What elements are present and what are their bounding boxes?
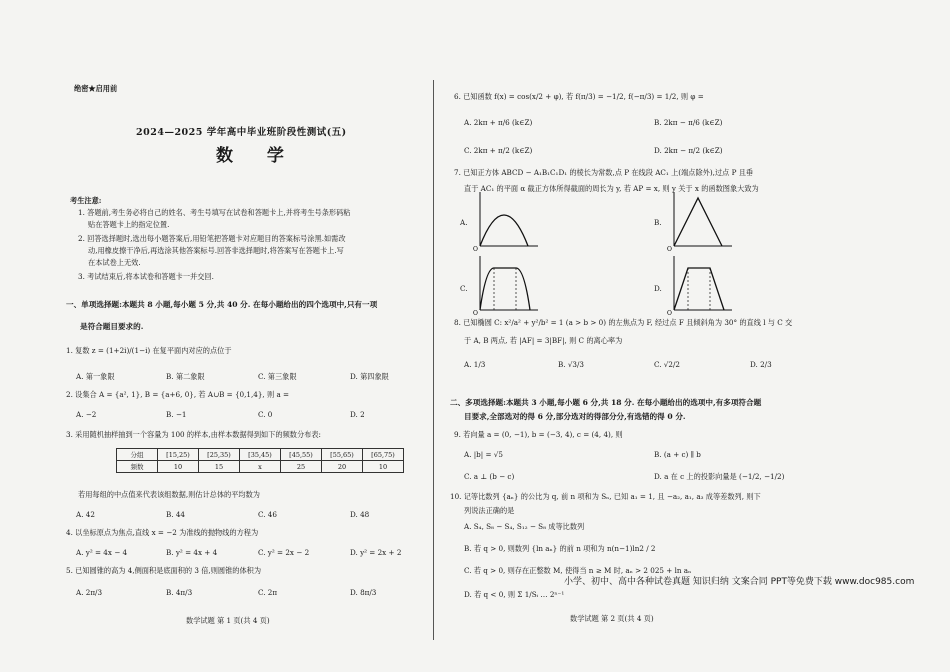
q4-option-b: B. y² = 4x + 4	[166, 548, 218, 557]
q1-option-d: D. 第四象限	[350, 372, 389, 381]
table-cell: 频数	[117, 461, 158, 473]
q6-option-a: A. 2kπ + π/6 (k∈Z)	[464, 118, 533, 127]
page-2	[450, 0, 915, 672]
notes-heading: 考生注意:	[70, 196, 102, 205]
q4-stem: 4. 以坐标原点为焦点,直线 x = −2 为准线的抛物线的方程为	[66, 528, 259, 537]
q10-stem-2: 列说法正确的是	[464, 506, 515, 515]
q7-stem: 7. 已知正方体 ABCD − A₁B₁C₁D₁ 的棱长为常数,点 P 在线段 AC₁ 上(端点除外),过点 P 且垂	[454, 168, 754, 177]
q2-option-b: B. −1	[166, 410, 187, 419]
section2-heading-2: 目要求,全部选对的得 6 分,部分选对的得部分分,有选错的得 0 分.	[464, 412, 686, 421]
q2-option-c: C. 0	[258, 410, 273, 419]
page-footer: 数学试题 第 2 页(共 4 页)	[570, 614, 654, 623]
q3-option-c: C. 46	[258, 510, 277, 519]
q6-option-d: D. 2kπ − π/2 (k∈Z)	[654, 146, 723, 155]
graph-a	[472, 190, 542, 252]
q9-option-b: B. (a + c) ∥ b	[654, 450, 701, 459]
section1-heading: 一、单项选择题:本题共 8 小题,每小题 5 分,共 40 分. 在每小题给出的四个选项中,只有一项	[66, 300, 378, 309]
table-cell: x	[240, 461, 281, 473]
graph-b-origin: O	[667, 246, 672, 252]
notes-line: 1. 答题前,考生务必将自己的姓名、考生号填写在试卷和答题卡上,并将考生号条形码粘	[78, 208, 351, 217]
graph-c-svg	[472, 254, 542, 316]
table-cell: 10	[158, 461, 199, 473]
q5-option-a: A. 2π/3	[76, 588, 103, 597]
q1-option-a: A. 第一象限	[76, 372, 115, 381]
q4-option-a: A. y² = 4x − 4	[76, 548, 128, 557]
q9-option-a: A. |b| = √5	[464, 450, 503, 459]
q7-stem-2: 直于 AC₁ 的平面 α 截正方体所得截面的周长为 y, 若 AP = x, 则 y 关于 x 的函数图象大致为	[464, 184, 759, 193]
table-cell: [45,55)	[281, 449, 322, 461]
q8-option-d: D. 2/3	[750, 360, 772, 369]
q2-option-a: A. −2	[76, 410, 97, 419]
notes-line: 动,用橡皮擦干净后,再选涂其他答案标号.回答非选择题时,将答案写在答题卡上.写	[88, 246, 344, 255]
q7-option-c: C.	[460, 284, 468, 293]
graph-b	[666, 190, 736, 252]
q8-option-c: C. √2/2	[654, 360, 680, 369]
watermark-text: 小学、初中、高中各种试卷真题 知识归纳 文案合同 PPT等免费下载 www.doc985.com	[564, 577, 915, 587]
table-cell: [15,25)	[158, 449, 199, 461]
graph-a-origin: O	[473, 246, 478, 252]
section1-heading-2: 是符合题目要求的.	[80, 322, 144, 331]
q10-option-d: D. 若 q < 0, 则 Σ 1/Sᵢ … 2ⁿ⁻¹	[464, 590, 565, 599]
graph-b-svg	[666, 190, 736, 252]
frequency-table	[116, 448, 404, 473]
q3-option-d: D. 48	[350, 510, 370, 519]
q3-stem: 3. 采用随机抽样抽到一个容量为 100 的样本,由样本数据得到如下的频数分布表:	[66, 430, 321, 439]
q6-option-b: B. 2kπ − π/6 (k∈Z)	[654, 118, 723, 127]
q4-option-c: C. y² = 2x − 2	[258, 548, 310, 557]
q5-option-c: C. 2π	[258, 588, 278, 597]
table-cell: 25	[281, 461, 322, 473]
table-header-row	[117, 449, 404, 461]
secret-label: 绝密★启用前	[74, 84, 118, 93]
q5-option-b: B. 4π/3	[166, 588, 193, 597]
q8-stem-2: 于 A, B 两点, 若 |AF| = 3|BF|, 则 C 的离心率为	[464, 336, 623, 345]
table-cell: 15	[199, 461, 240, 473]
q6-stem: 6. 已知函数 f(x) = cos(x/2 + φ), 若 f(π/3) = −1/2, f(−π/3) = 1/2, 则 φ =	[454, 92, 704, 101]
table-cell: 10	[363, 461, 404, 473]
q9-option-d: D. a 在 c 上的投影向量是 (−1/2, −1/2)	[654, 472, 785, 481]
table-cell: [35,45)	[240, 449, 281, 461]
graph-d-svg	[666, 254, 736, 316]
page-footer: 数学试题 第 1 页(共 4 页)	[186, 616, 270, 625]
q2-stem: 2. 设集合 A = {a², 1}, B = {a+6, 0}, 若 A∪B = {0,1,4}, 则 a =	[66, 390, 290, 399]
table-cell: [25,35)	[199, 449, 240, 461]
q5-option-d: D. 8π/3	[350, 588, 377, 597]
notes-line: 2. 回答选择题时,选出每小题答案后,用铅笔把答题卡对应题目的答案标号涂黑.如需改	[78, 234, 346, 243]
graph-d-origin: O	[667, 310, 672, 316]
q3-option-a: A. 42	[76, 510, 95, 519]
table-cell: 分组	[117, 449, 158, 461]
q8-stem: 8. 已知椭圆 C: x²/a² + y²/b² = 1 (a > b > 0) 的左焦点为 F, 经过点 F 且倾斜角为 30° 的直线 l 与 C 交	[454, 318, 793, 327]
graph-a-svg	[472, 190, 542, 252]
notes-line: 3. 考试结束后,将本试卷和答题卡一并交回.	[78, 272, 214, 281]
q7-option-b: B.	[654, 218, 662, 227]
page-1	[66, 0, 426, 672]
q7-option-d: D.	[654, 284, 662, 293]
q9-option-c: C. a ⊥ (b − c)	[464, 472, 515, 481]
q1-stem: 1. 复数 z = (1+2i)/(1−i) 在复平面内对应的点位于	[66, 346, 232, 355]
q8-option-b: B. √3/3	[558, 360, 584, 369]
q1-option-b: B. 第二象限	[166, 372, 205, 381]
graph-d	[666, 254, 736, 316]
q3-option-b: B. 44	[166, 510, 185, 519]
table-cell: [55,65)	[322, 449, 363, 461]
q2-option-d: D. 2	[350, 410, 365, 419]
q10-option-b: B. 若 q > 0, 则数列 {ln aₙ} 的前 n 项和为 n(n−1)ln2 / 2	[464, 544, 656, 553]
q10-option-c: C. 若 q > 0, 则存在正整数 M, 使得当 n ≥ M 时, aₙ > 2 025 + ln aₙ	[464, 566, 692, 575]
q5-stem: 5. 已知圆锥的高为 4,侧面积是底面积的 3 倍,则圆锥的体积为	[66, 566, 262, 575]
q4-option-d: D. y² = 2x + 2	[350, 548, 402, 557]
graph-c-origin: O	[473, 310, 478, 316]
table-cell: 20	[322, 461, 363, 473]
section2-heading: 二、多项选择题:本题共 3 小题,每小题 6 分,共 18 分. 在每小题给出的选项中,有多项符合题	[450, 398, 762, 407]
exam-title: 2024—2025 学年高中毕业班阶段性测试(五)	[136, 127, 347, 138]
notes-line: 在本试卷上无效.	[88, 258, 141, 267]
page-divider	[433, 80, 434, 640]
q10-option-a: A. S₄, S₈ − S₄, S₁₂ − S₈ 成等比数列	[464, 522, 585, 531]
table-row	[117, 461, 404, 473]
table-cell: [65,75)	[363, 449, 404, 461]
q9-stem: 9. 若向量 a = (0, −1), b = (−3, 4), c = (4, 4), 则	[454, 430, 623, 439]
q3-stem-2: 若用每组的中点值来代表该组数据,则估计总体的平均数为	[78, 490, 260, 499]
subject-title: 数 学	[216, 146, 298, 166]
q1-option-c: C. 第三象限	[258, 372, 297, 381]
q8-option-a: A. 1/3	[464, 360, 486, 369]
q10-stem: 10. 记等比数列 {aₙ} 的公比为 q, 前 n 项和为 Sₙ, 已知 a₁ = 1, 且 −a₂, a₁, a₃ 成等差数列, 则下	[450, 492, 761, 501]
q6-option-c: C. 2kπ + π/2 (k∈Z)	[464, 146, 533, 155]
graph-c	[472, 254, 542, 316]
notes-line: 贴在答题卡上的指定位置.	[88, 220, 170, 229]
q7-option-a: A.	[460, 218, 468, 227]
